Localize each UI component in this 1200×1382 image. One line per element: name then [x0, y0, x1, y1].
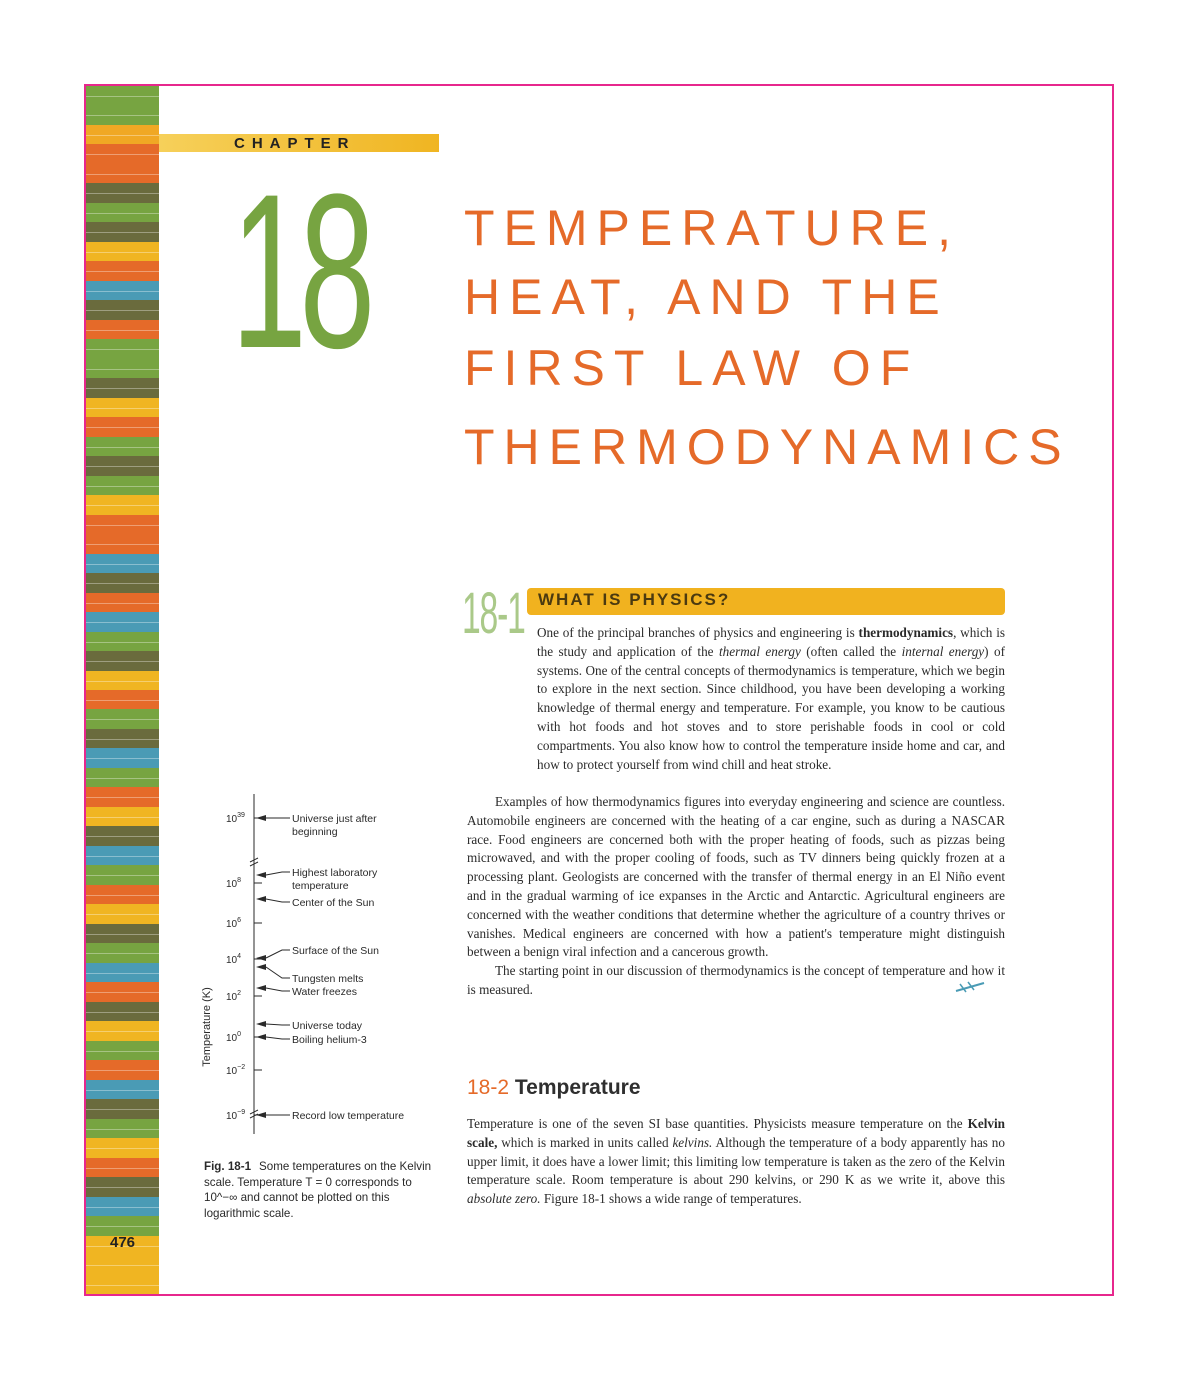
color-stripe [86, 203, 159, 223]
color-stripe [86, 1021, 159, 1041]
color-stripe [86, 1255, 159, 1275]
annotation-label: Boiling helium-3 [292, 1034, 367, 1046]
color-stripe [86, 261, 159, 281]
color-stripe [86, 1080, 159, 1100]
color-stripe [86, 846, 159, 866]
color-stripe [86, 1002, 159, 1022]
color-stripe [86, 417, 159, 437]
text-segment: kelvins. [672, 1134, 713, 1150]
annotation-leader [266, 899, 290, 902]
annotation-label: Highest laboratory [292, 867, 378, 879]
text-segment: Although the temperature of a body apparently has no upper limit, it does have a lower limit; this limiting low temperature is taken as the zero of the Kelvin temperature scale. Room temperature is about 290 kelvins, or 290 K as we write it, above this [467, 1134, 1005, 1188]
text-segment: (often called the [800, 643, 902, 659]
annotation-leader [266, 988, 290, 991]
annotation-label: Universe today [292, 1020, 363, 1032]
tick-label: $10^4$ [226, 953, 242, 966]
text-segment: Figure 18-1 shows a wide range of temperatures. [540, 1191, 802, 1207]
annotation-arrowhead [256, 1034, 266, 1040]
color-stripe [86, 1099, 159, 1119]
color-stripe [86, 437, 159, 457]
color-stripe [86, 320, 159, 340]
color-stripe [86, 534, 159, 554]
annotation-leader [266, 1037, 290, 1039]
color-stripe [86, 593, 159, 613]
tick-label: $10^8$ [226, 877, 242, 890]
tick-label: $10^0$ [226, 1031, 242, 1044]
color-stripe [86, 125, 159, 145]
annotation-arrowhead [256, 955, 266, 961]
color-stripe [86, 1177, 159, 1197]
text-segment: internal energy [901, 643, 985, 659]
text-segment: Kelvin scale, [467, 1116, 1005, 1150]
annotation-arrowhead [256, 1112, 266, 1118]
color-stripe [86, 1138, 159, 1158]
color-stripe [86, 943, 159, 963]
color-stripe [86, 183, 159, 203]
color-stripe [86, 729, 159, 749]
chapter-title-line-3: FIRST LAW OF [464, 340, 920, 396]
annotation-group [256, 813, 404, 1122]
figure-caption [204, 1159, 432, 1221]
tick-label: $10^{39}$ [226, 812, 245, 825]
color-stripe [86, 144, 159, 164]
color-stripe [86, 1197, 159, 1217]
color-stripe [86, 807, 159, 827]
annotation-label-line2: beginning [292, 826, 338, 838]
section2-heading [467, 1076, 641, 1100]
color-stripe [86, 1158, 159, 1178]
section-number: 18-1 [462, 581, 525, 646]
chapter-label: CHAPTER [234, 135, 356, 152]
color-stripe [86, 632, 159, 652]
color-stripe [86, 105, 159, 125]
text-segment: Temperature is one of the seven SI base quantities. Physicists measure temperature on the [467, 1116, 968, 1131]
section2-title: Temperature [514, 1076, 641, 1099]
section1-paragraph-1 [537, 624, 1005, 774]
tick-label: $10^{-2}$ [226, 1064, 246, 1077]
annotation-label: Record low temperature [292, 1110, 405, 1122]
color-stripe [86, 242, 159, 262]
color-stripe [86, 573, 159, 593]
color-stripe [86, 612, 159, 632]
color-stripe [86, 748, 159, 768]
text-segment: absolute zero. [467, 1191, 541, 1207]
annotation-label: Water freezes [292, 986, 357, 998]
figure-caption-text: Some temperatures on the Kelvin scale. Temperature T = 0 corresponds to 10^−∞ and cannot be plotted on this logarithmic scale. [204, 1160, 432, 1220]
page-number: 476 [109, 1234, 136, 1251]
annotation-arrowhead [256, 964, 266, 970]
color-stripe [86, 1060, 159, 1080]
page-frame [84, 84, 1114, 1296]
annotation-arrowhead [256, 872, 266, 878]
section2-body [467, 1115, 1005, 1209]
color-stripe [86, 924, 159, 944]
text-segment: One of the principal branches of physics and engineering is [537, 625, 859, 640]
color-stripe [86, 359, 159, 379]
annotation-label-line2: temperature [292, 880, 349, 892]
color-stripe [86, 300, 159, 320]
section2-number: 18-2 [467, 1076, 510, 1099]
chapter-number: 18 [231, 148, 368, 394]
annotation-arrowhead [256, 1021, 266, 1027]
color-stripe [86, 826, 159, 846]
color-stripe [86, 554, 159, 574]
annotation-leader [266, 872, 290, 875]
annotation-label: Tungsten melts [292, 973, 364, 985]
annotation-leader [266, 950, 290, 958]
tick-label: $10^{-9}$ [226, 1109, 246, 1122]
text-segment: which is marked in units called [497, 1134, 673, 1150]
color-stripe [86, 1041, 159, 1061]
color-stripe [86, 222, 159, 242]
chapter-title-line-1: TEMPERATURE, [464, 200, 960, 256]
color-stripe [86, 651, 159, 671]
tick-label: $10^6$ [226, 917, 242, 930]
color-stripe [86, 690, 159, 710]
text-segment: , which is the study and application of the [537, 625, 1006, 659]
color-stripe [86, 865, 159, 885]
color-stripe [86, 515, 159, 535]
annotation-leader [266, 1024, 290, 1025]
color-stripe [86, 885, 159, 905]
color-stripe [86, 904, 159, 924]
color-stripe [86, 768, 159, 788]
section-title: WHAT IS PHYSICS? [538, 590, 731, 609]
color-stripe [86, 1119, 159, 1139]
text-segment: thermal energy [718, 643, 801, 659]
annotation-arrowhead [256, 985, 266, 991]
color-stripe [86, 963, 159, 983]
tick-label: $10^2$ [226, 990, 242, 1003]
annotation-label: Surface of the Sun [292, 945, 379, 957]
chapter-title-line-2: HEAT, AND THE [464, 269, 949, 325]
annotation-label: Universe just after [292, 813, 377, 825]
text-segment: thermodynamics [858, 625, 954, 640]
chapter-title-line-4: THERMODYNAMICS [464, 419, 1071, 475]
temperature-scale-figure [194, 792, 444, 1142]
text-segment: ) of systems. One of the central concepts of thermodynamics is temperature, which we begin to explore in the next section. Since childhood, you have been developing a working knowledge of thermal energy and temperature. For example, you know to be cautious with hot foods and hot stoves and to store perishable foods in cool or cold compartments. You also know how to control the temperature inside home and car, and how to protect yourself from wind chill and heat stroke. [537, 643, 1005, 772]
color-stripe [86, 787, 159, 807]
axis-label: Temperature (K) [201, 987, 213, 1067]
annotation-leader [266, 967, 290, 978]
section1-body [467, 793, 1005, 1000]
section2-paragraph [467, 1115, 1005, 1209]
section1-paragraph-3: The starting point in our discussion of thermodynamics is the concept of temperature and how it is measured. [467, 963, 1005, 997]
annotation-arrowhead [256, 815, 266, 821]
pencil-icon [954, 980, 988, 994]
color-stripe [86, 982, 159, 1002]
color-stripe [86, 709, 159, 729]
color-stripe [86, 476, 159, 496]
color-stripe [86, 164, 159, 184]
annotation-label: Center of the Sun [292, 897, 375, 909]
figure-label: Fig. 18-1 [204, 1160, 252, 1173]
color-stripe [86, 281, 159, 301]
color-stripe [86, 671, 159, 691]
color-stripe [86, 339, 159, 359]
annotation-arrowhead [256, 896, 266, 902]
color-stripe [86, 456, 159, 476]
color-stripe [86, 86, 159, 106]
color-stripe [86, 378, 159, 398]
color-stripe [86, 398, 159, 418]
decorative-color-stripes [86, 86, 159, 1294]
color-stripe [86, 495, 159, 515]
color-stripe [86, 1275, 159, 1295]
section1-paragraph-2: Examples of how thermodynamics figures into everyday engineering and science are countless. Automobile engineers are concerned with the heating of a car engine, such as during a NASCAR race. Food engineers are concerned both with the proper heating of foods, such as pizzas being microwaved, and with the proper cooling of foods, such as TV dinners being quickly frozen at a processing plant. Geologists are concerned with the transfer of thermal energy in an El Niño event and in the gradual warming of ice expanses in the Arctic and Antarctic. Agricultural engineers are concerned with the weather conditions that determine whether the agriculture of a country thrives or vanishes. Medical engineers are concerned with how a patient's temperature might distinguish between a benign viral infection and a cancerous growth. [467, 794, 1005, 960]
